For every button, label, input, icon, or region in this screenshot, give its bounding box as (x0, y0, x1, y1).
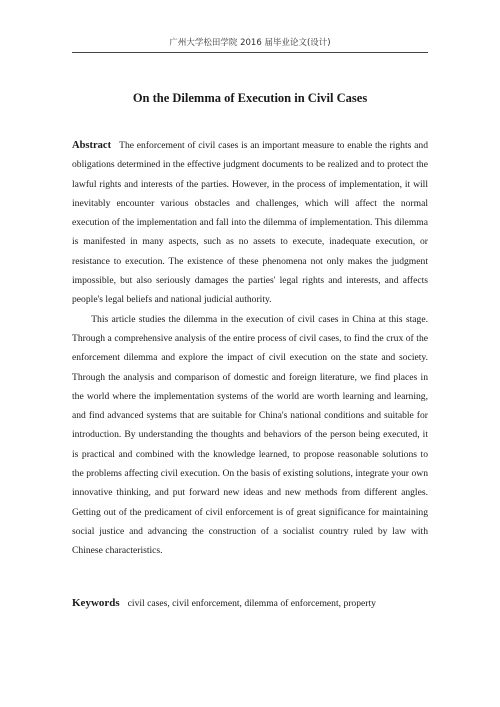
abstract-paragraph-2: This article studies the dilemma in the execution of civil cases in China at this stage. Through a comprehensive analysis of the entire process of civil cases, to find the crux of the enforcement dilemma and explore the impact of civil execution on the state and society. Through the analysis and comparison of domestic and foreign literature, we find places in the world where the implementation systems of the world are worth learning and learning, and find advanced systems that are suitable for China's national conditions and suitable for introduction. By understanding the thoughts and behaviors of the person being executed, it is practical and combined with the knowledge learned, to propose reasonable solutions to the problems affecting civil execution. On the basis of existing solutions, integrate your own innovative thinking, and put forward new ideas and new methods from different angles. Getting out of the predicament of civil enforcement is of great significance for maintaining social justice and advancing the construction of a socialist country ruled by law with Chinese characteristics. (72, 313, 428, 557)
abstract-section (72, 136, 428, 561)
abstract-paragraph-1-text: The enforcement of civil cases is an important measure to enable the rights and obligations determined in the effective judgment documents to be realized and to protect the lawful rights and interests of the parties. However, in the process of implementation, it will inevitably encounter various obstacles and challenges, which will affect the normal execution of the implementation and fall into the dilemma of implementation. This dilemma is manifested in many aspects, such as no assets to execute, inadequate execution, or resistance to execution. The existence of these phenomena not only makes the judgment impossible, but also seriously damages the parties' legal rights and interests, and affects people's legal beliefs and national judicial authority. (72, 140, 428, 306)
abstract-label: Abstract (72, 140, 112, 151)
abstract-paragraph-1 (72, 136, 428, 310)
paper-title: On the Dilemma of Execution in Civil Cases (132, 91, 368, 105)
header-rule (72, 52, 428, 53)
keywords-section (72, 594, 428, 613)
keywords-label: Keywords (72, 597, 120, 609)
page-header: 广州大学松田学院 2016 届毕业论文(设计) (169, 38, 331, 48)
keywords-text: civil cases, civil enforcement, dilemma of enforcement, property (127, 598, 376, 609)
